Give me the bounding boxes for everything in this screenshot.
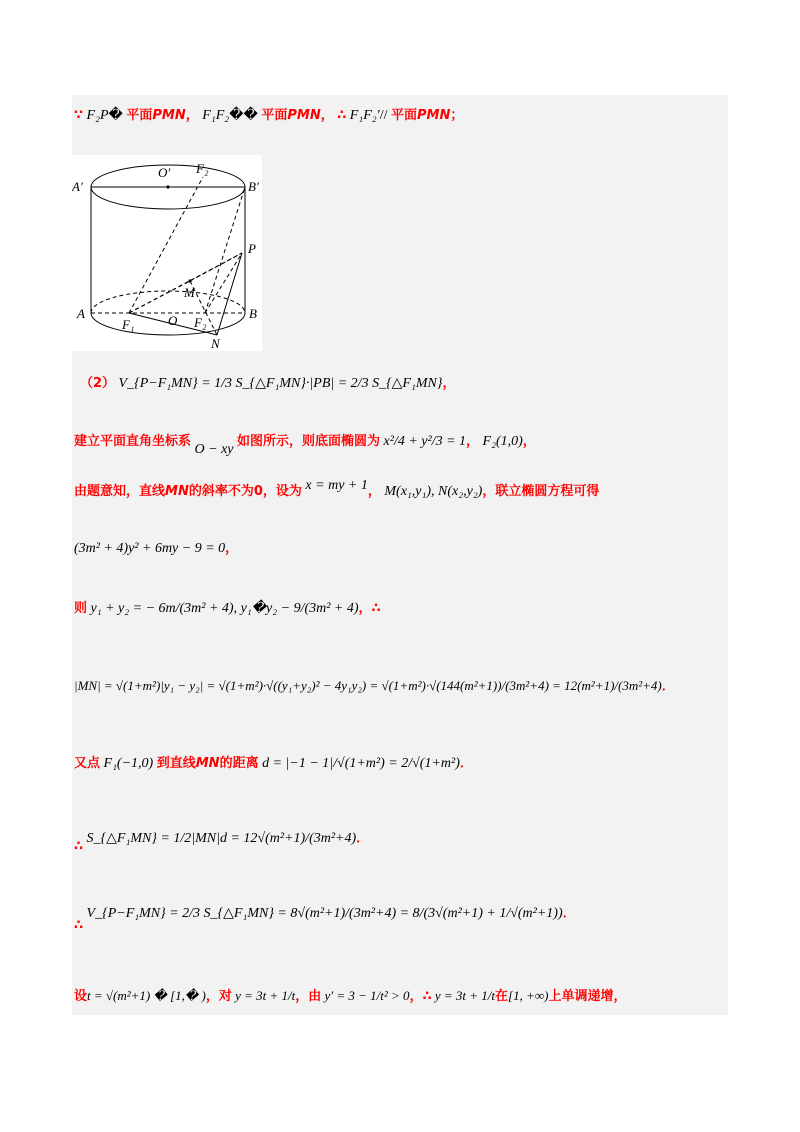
- comma: ，: [522, 434, 536, 449]
- cylinder-figure: [72, 155, 262, 351]
- label-aprime: A′: [72, 179, 83, 194]
- distance-formula: d = |−1 − 1|/√(1+m²) = 2/√(1+m²): [262, 756, 460, 771]
- line-slope-setup: 由题意知，直线MN的斜率不为0，设为 x = my + 1， M(x₁,y₁), N(x₂,y₂)，联立椭圆方程可得: [74, 478, 600, 499]
- text: ，由: [295, 989, 322, 1004]
- comma: ，: [442, 376, 456, 391]
- label-p: P: [248, 241, 256, 256]
- point-oprime: [166, 185, 169, 188]
- line-f2-p: [205, 253, 242, 313]
- interval: [1, +∞): [508, 988, 549, 1003]
- text: 的斜率不为: [188, 484, 254, 499]
- label-f1: F₁: [122, 317, 135, 332]
- line-mn-length: [74, 677, 675, 696]
- line-perpendicular-conclusion: [74, 107, 463, 125]
- quadratic-equation: (3m² + 4)y² + 6my − 9 = 0: [74, 541, 226, 556]
- glyph-placeholder: ��: [229, 108, 258, 123]
- text: 上单调递增，: [548, 989, 627, 1004]
- segment-mn: MN: [165, 484, 189, 499]
- text: ，∴: [409, 989, 432, 1004]
- text: 由题意知，直线: [74, 484, 166, 499]
- therefore-symbol: ，∴: [358, 601, 381, 616]
- label-f2-bottom: F₂: [194, 315, 207, 330]
- cylinder-diagram: [72, 155, 262, 351]
- text: 建立平面直角坐标系: [74, 434, 192, 449]
- segment-f2p: F₂P: [86, 108, 109, 123]
- part-number: （2）: [80, 376, 116, 391]
- label-n: N: [211, 336, 220, 351]
- comma: ，: [225, 541, 239, 556]
- bottom-ellipse-back: [91, 291, 245, 313]
- vieta-sum: y₁ + y₂ = − 6m/(3m² + 4): [90, 601, 234, 616]
- volume-formula: V_{P−F₁MN} = 1/3 S_{△F₁MN}·|PB| = 2/3 S_{△F₁MN}: [118, 376, 443, 391]
- text: 0: [253, 484, 263, 499]
- mn-length-formula: |MN| = √(1+m²)|y₁ − y₂| = √(1+m²)·√((y₁+y₂)² − 4y₁y₂) = √(1+m²)·√(144(m²+1))/(3m²+4) = 12(m²+1)/(3m²+4): [74, 678, 662, 693]
- text: 设: [74, 989, 88, 1004]
- plane-word: 平面: [126, 108, 153, 123]
- therefore-symbol: ∴: [337, 108, 347, 123]
- comma: ，: [320, 108, 334, 123]
- glyph-placeholder: �: [108, 108, 123, 123]
- period: ．: [661, 679, 675, 694]
- segment-f1f2prime: F₁F₂′: [349, 108, 380, 123]
- line-monotonic: [74, 987, 626, 1006]
- label-f2-top: F₂: [196, 161, 209, 176]
- line-volume: [74, 905, 576, 933]
- text: 如图所示，则底面椭圆为: [237, 434, 381, 449]
- text: ，对: [205, 989, 232, 1004]
- line-distance: [74, 755, 473, 773]
- therefore-symbol: ∴: [74, 918, 84, 933]
- function-y: y = 3t + 1/t: [235, 988, 296, 1003]
- line-area: [74, 830, 370, 854]
- period: ．: [562, 906, 576, 921]
- label-o: O: [168, 313, 178, 328]
- line-part2-volume: [80, 375, 455, 393]
- semicolon: ；: [450, 108, 464, 123]
- volume-result-formula: V_{P−F₁MN} = 2/3 S_{△F₁MN} = 8√(m²+1)/(3m²+4) = 8/(3√(m²+1) + 1/√(m²+1)): [86, 906, 563, 921]
- segment-f1f2: F₁F₂: [202, 108, 230, 123]
- derivative: y′ = 3 − 1/t² > 0: [324, 988, 410, 1003]
- plane-word: 平面: [261, 108, 288, 123]
- focus-f2: F₂(1,0): [482, 434, 523, 449]
- because-symbol: ∵: [74, 108, 84, 123]
- line-f1-m: [129, 281, 190, 313]
- line-vieta: 则 y₁ + y₂ = − 6m/(3m² + 4), y₁�y₂ − 9/(3m² + 4)，∴: [74, 601, 381, 616]
- text: 则: [74, 601, 88, 616]
- therefore-symbol: ∴: [74, 839, 84, 854]
- plane-word: 平面: [390, 108, 417, 123]
- text: ，设为: [262, 484, 302, 499]
- t-definition: t = √(m²+1) � [1,� ): [87, 988, 206, 1003]
- label-b: B: [249, 306, 257, 321]
- plane-name: PMN: [152, 108, 186, 123]
- line-f2-bprime: [205, 187, 245, 313]
- area-formula: S_{△F₁MN} = 1/2|MN|d = 12√(m²+1)/(3m²+4): [86, 831, 357, 846]
- line-quadratic: [74, 540, 238, 558]
- text: 的距离: [219, 756, 259, 771]
- period: ．: [459, 756, 473, 771]
- point-m: [188, 279, 191, 282]
- segment-mn: MN: [195, 756, 220, 771]
- ellipse-equation: x²/4 + y²/3 = 1: [383, 434, 467, 449]
- text: 又点: [74, 756, 101, 771]
- text: ，联立椭圆方程可得: [482, 484, 600, 499]
- label-oprime: O′: [158, 165, 171, 180]
- comma: ，: [466, 434, 480, 449]
- function-y-repeat: y = 3t + 1/t: [434, 988, 496, 1003]
- period: ．: [356, 831, 370, 846]
- text: 在: [495, 989, 509, 1004]
- text: 到直线: [156, 756, 196, 771]
- line-equation: x = my + 1: [305, 478, 368, 493]
- label-a: A: [77, 306, 85, 321]
- points-mn: M(x₁,y₁), N(x₂,y₂): [384, 484, 483, 499]
- point-f1: F₁(−1,0): [103, 756, 154, 771]
- vieta-product: y₁�y₂ − 9/(3m² + 4): [240, 601, 359, 616]
- plane-name: PMN: [287, 108, 321, 123]
- line-coordinate-system: [74, 433, 536, 457]
- parallel-symbol: //: [379, 108, 388, 123]
- label-bprime: B′: [248, 179, 259, 194]
- label-m: M: [184, 285, 195, 300]
- comma: ，: [185, 108, 199, 123]
- solution-sheet: [72, 95, 728, 1015]
- plane-name: PMN: [416, 108, 451, 123]
- coord-system: O − xy: [194, 442, 234, 457]
